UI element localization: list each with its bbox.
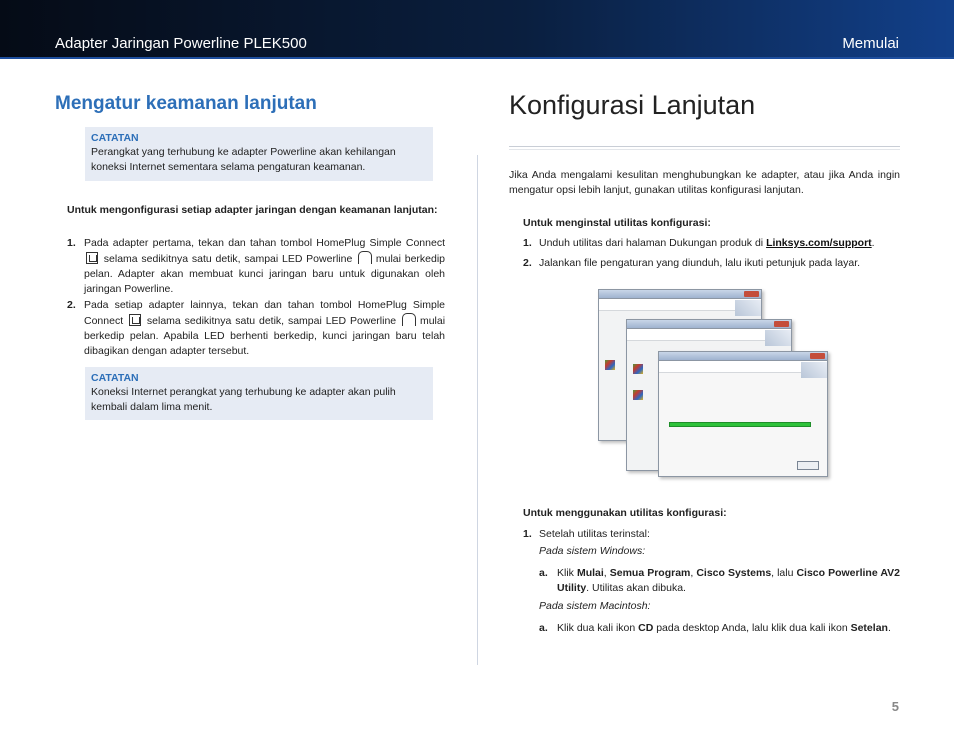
note-label: CATATAN (91, 132, 139, 144)
document-title: Adapter Jaringan Powerline PLEK500 (55, 35, 307, 52)
step-number: 1. (523, 528, 532, 540)
mac-label: Pada sistem Macintosh: (539, 600, 651, 612)
step-text: Unduh utilitas dari halaman Dukungan produk di Linksys.com/support. (539, 237, 875, 249)
step-text: Klik Mulai, Semua Program, Cisco Systems, lalu Cisco Powerline AV2 Utility. Utilitas akan dibuka. (557, 567, 900, 594)
column-divider (477, 155, 478, 665)
home-connect-button-icon (86, 252, 98, 264)
step-number: a. (539, 622, 548, 634)
step-number: 2. (67, 299, 76, 311)
usage-heading: Untuk menggunakan utilitas konfigurasi: (523, 507, 727, 519)
note-box (85, 127, 433, 181)
list-item (67, 236, 445, 297)
installer-screenshots (598, 289, 830, 481)
install-heading: Untuk menginstal utilitas konfigurasi: (523, 217, 711, 229)
installer-icon (633, 390, 643, 400)
install-progress-bar (669, 422, 811, 427)
list-item (523, 256, 900, 271)
support-link[interactable]: Linksys.com/support (766, 237, 872, 249)
cancel-button (797, 461, 819, 470)
note-text: Perangkat yang terhubung ke adapter Powerline akan kehilangan koneksi Internet sementara selama pengaturan keamanan. (91, 146, 396, 173)
step-number: 1. (523, 237, 532, 249)
page-header (0, 0, 954, 59)
note-label: CATATAN (91, 372, 139, 384)
note-box (85, 367, 433, 420)
step-text: Klik dua kali ikon CD pada desktop Anda, lalu klik dua kali ikon Setelan. (557, 622, 891, 634)
step-text: Pada setiap adapter lainnya, tekan dan tahan tombol HomePlug Simple Connect selama sedikitnya satu detik, sampai LED Powerline mulai berkedip pelan. Apabila LED berhenti berkedip, kunci jaringan baru telah dibagikan dengan adapter tersebut. (84, 299, 446, 357)
page-title: Konfigurasi Lanjutan (509, 90, 756, 120)
installer-icon (633, 364, 643, 374)
close-icon (774, 321, 789, 327)
title-rule (509, 149, 900, 150)
section-name: Memulai (842, 35, 899, 52)
list-item (523, 236, 900, 251)
step-number: 1. (67, 237, 76, 249)
left-section-heading: Mengatur keamanan lanjutan (55, 93, 317, 114)
page-number: 5 (891, 699, 899, 714)
list-item (523, 527, 900, 542)
step-number: 2. (523, 257, 532, 269)
installer-window (658, 351, 828, 477)
step-text: Jalankan file pengaturan yang diunduh, lalu ikuti petunjuk pada layar. (539, 257, 861, 269)
step-text: Setelah utilitas terinstal: (539, 528, 650, 540)
step-text: Pada adapter pertama, tekan dan tahan tombol HomePlug Simple Connect selama sedikitnya satu detik, sampai LED Powerline mulai berkedip pelan. Adapter akan membuat kunci jaringan baru untuk digunakan oleh jaringan Powerline. (84, 237, 446, 295)
note-text: Koneksi Internet perangkat yang terhubung ke adapter akan pulih kembali dalam lima menit. (91, 386, 396, 413)
powerline-led-icon (358, 251, 372, 264)
close-icon (744, 291, 759, 297)
list-item (539, 566, 900, 596)
procedure-intro: Untuk mengonfigurasi setiap adapter jaringan dengan keamanan lanjutan: (67, 204, 438, 216)
close-icon (810, 353, 825, 359)
list-item (539, 621, 900, 636)
powerline-led-icon (402, 313, 416, 326)
installer-icon (605, 360, 615, 370)
list-item (67, 298, 445, 359)
step-number: a. (539, 567, 548, 579)
home-connect-button-icon (129, 314, 141, 326)
title-rule (509, 146, 900, 147)
intro-paragraph: Jika Anda mengalami kesulitan menghubungkan ke adapter, atau jika Anda ingin mengatur opsi lebih lanjut, gunakan utilitas konfigurasi lanjutan. (509, 169, 900, 196)
windows-label: Pada sistem Windows: (539, 545, 646, 557)
